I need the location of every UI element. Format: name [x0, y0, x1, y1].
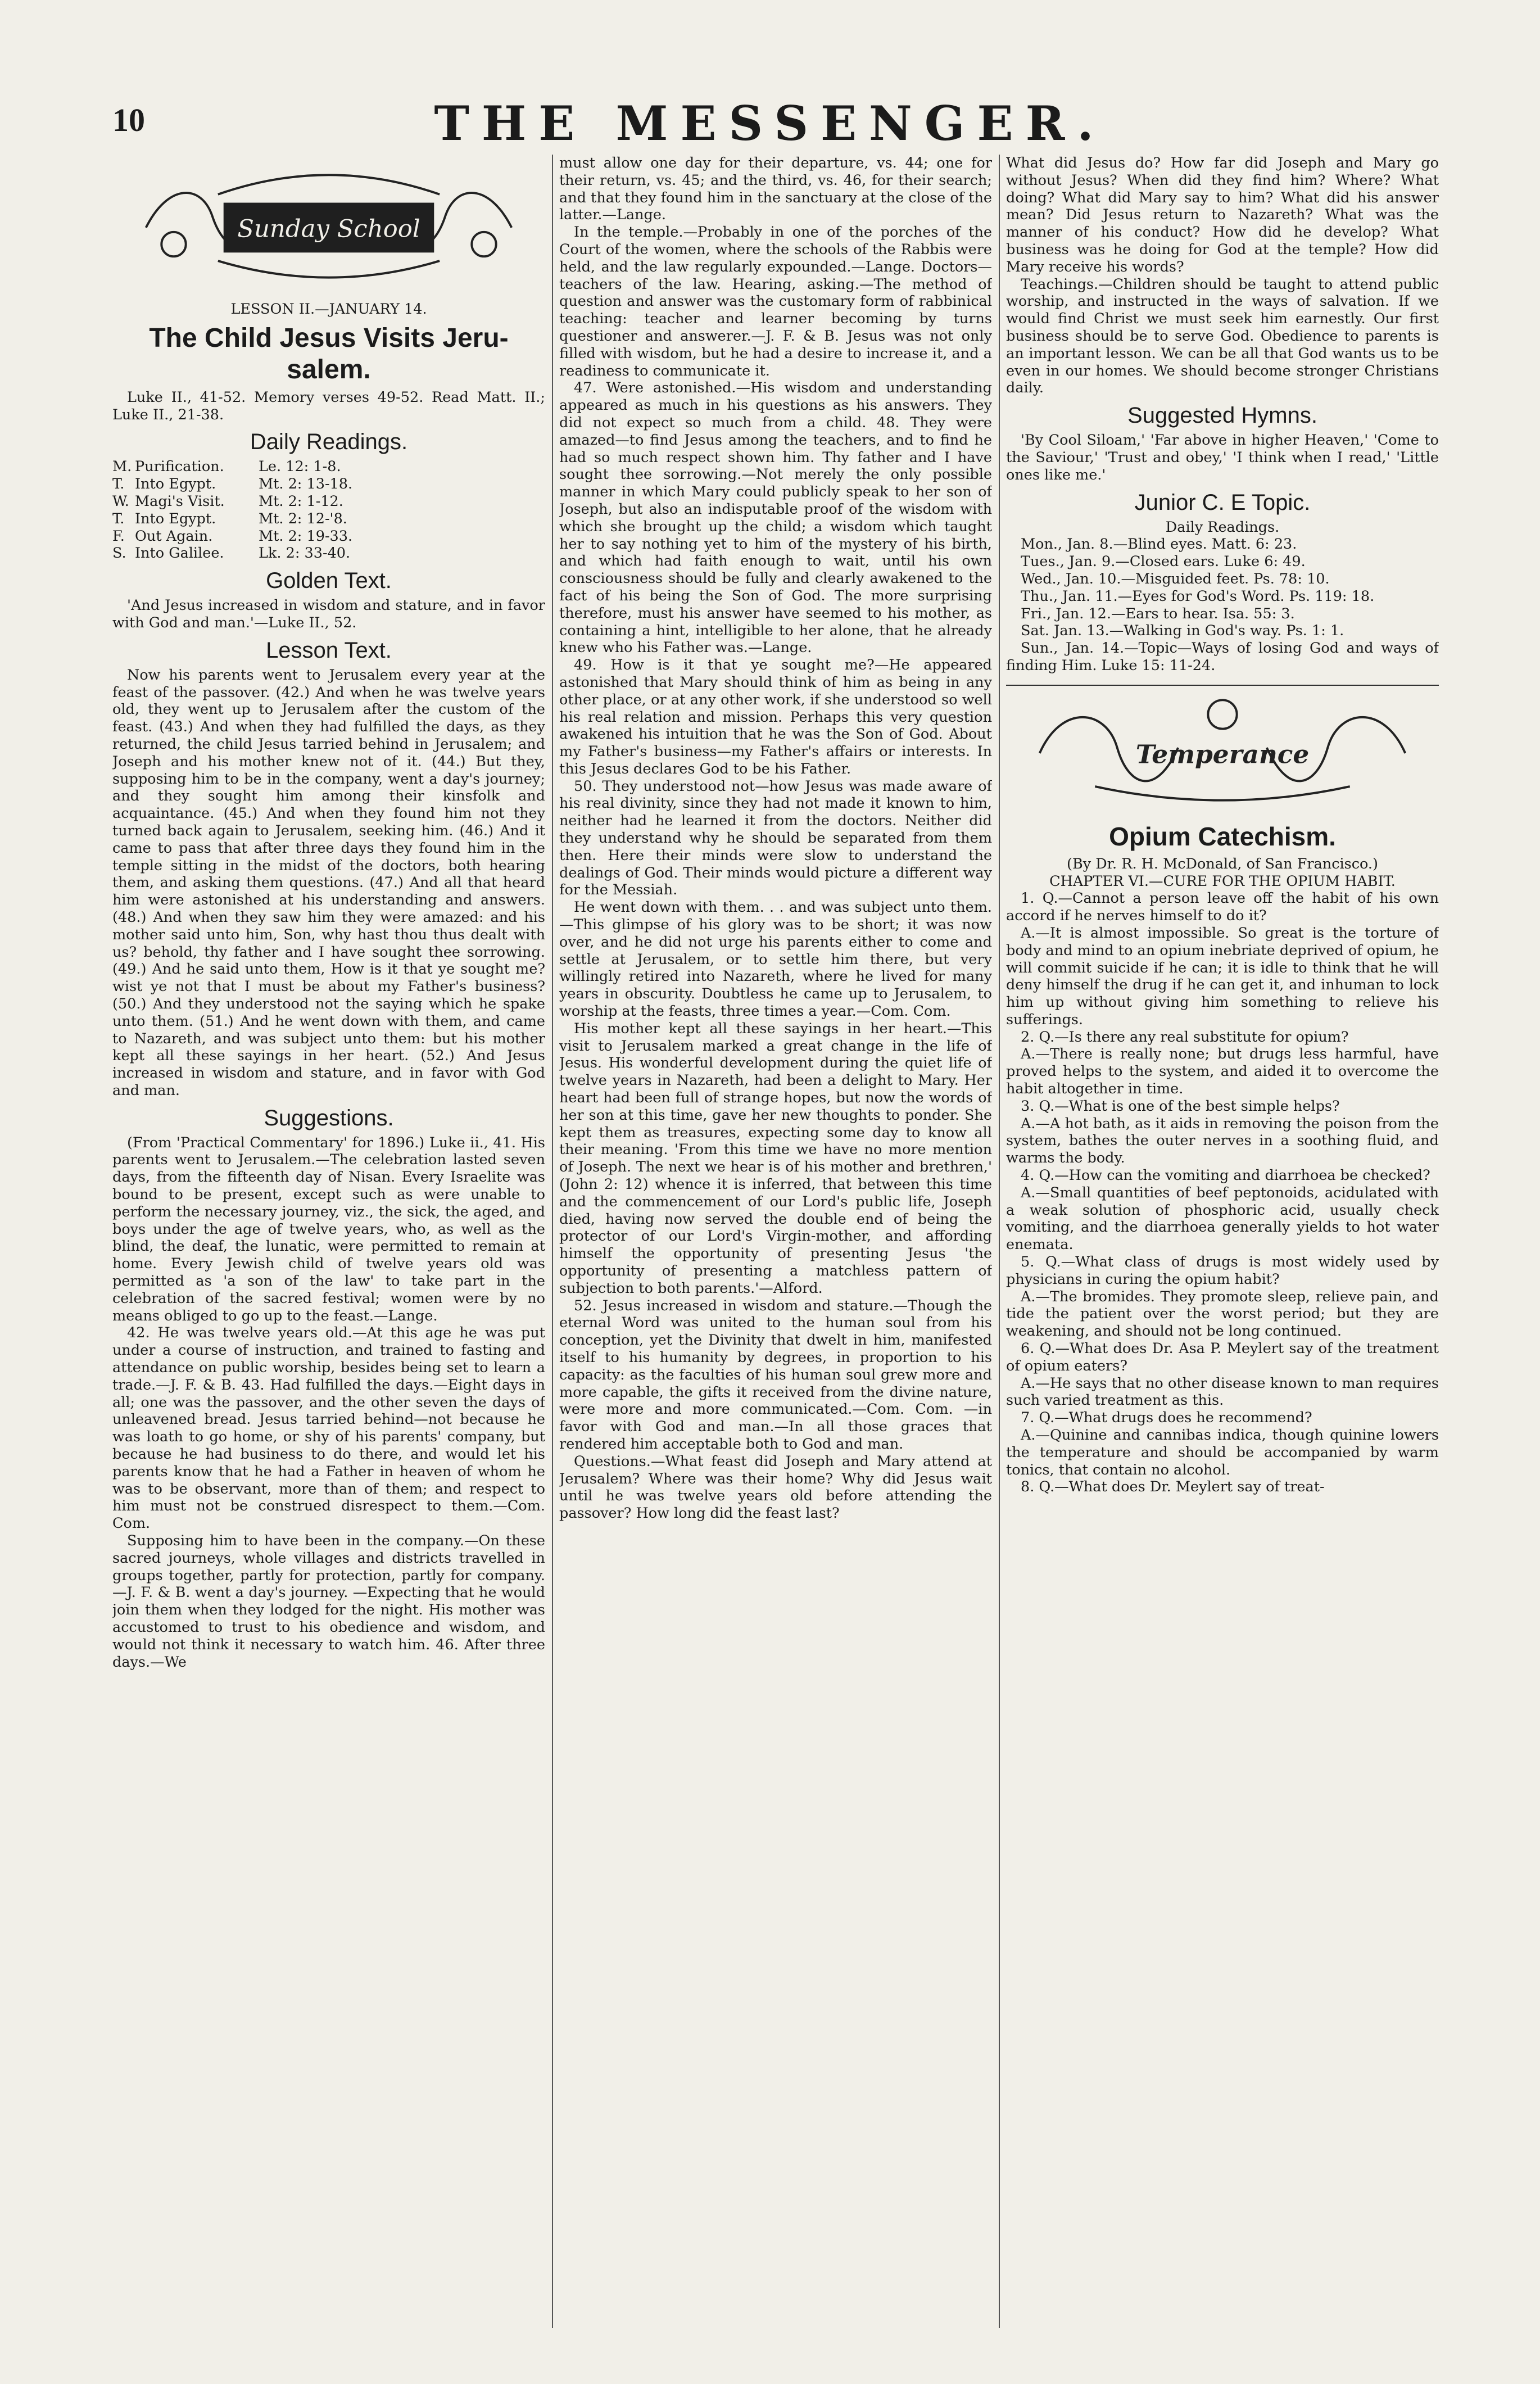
lesson-text: Now his parents went to Jerusalem every year at the feast of the passover. (42.) And when he was twelve years old, they went up to Jerusalem after the custom of the feast. (43.) And when they had fulfilled the days, as they returned, the child Jesus tarried behind in Jerusalem; and Joseph and his mother knew not of it. (44.) But they, supposing him to be in the company, went a day's journey; and they sought him among their kinsfolk and acquaintance. (45.) And when they found him not they turned back again to Jerusalem, seeking him. (46.) And it came to pass that after three days they found him in the temple sitting in the midst of the doctors, both hearing them, and asking them questions. (47.) And all that heard him were astonished at his understanding and answers. (48.) And when they saw him they were amazed: and his mother said unto him, Son, why hast thou thus dealt with us? behold, thy father and I have sought thee sorrowing. (49.) And he said unto them, How is it that ye sought me? wist ye not that I must be about my Father's business? (50.) And they understood not the saying which he spake unto them. (51.) And he went down with them, and came to Nazareth, and was subject unto them: but his mother kept all these sayings in her heart. (52.) And Jesus increased in wisdom and stature, and in favor with God and man.	[112, 666, 545, 1099]
commentary-paragraph: must allow one day for their departure, vs. 44; one for their return, vs. 45; and the third, vs. 46, for their search; and that they found him in the sanctuary at the close of the latter.—Lange.	[559, 155, 992, 224]
commentary-paragraph: 49. How is it that ye sought me?—He appeared astonished that Mary should think of him as being in any other place, or at any other work, if she understood so well his real relation and mission. Perhaps this very question awakened his intuition that he was the Son of God. About my Father's business—my Father's affairs or interests. In this Jesus declares God to be his Father.	[559, 657, 992, 777]
column-3	[1006, 155, 1439, 2333]
reading-row: S. Into Galilee. Lk. 2: 33-40.	[112, 545, 351, 562]
opium-heading: Opium Catechism.	[1109, 821, 1336, 851]
questions-paragraph: Questions.—What feast did Joseph and Mary attend at Jerusalem? Where was their home? Why did Jesus wait until he was twelve years old before attending the passover? How long did the feast last?	[559, 1453, 992, 1522]
questions-continued: What did Jesus do? How far did Joseph and Mary go without Jesus? When did they find him? Where? What doing? What did Mary say to him? What did his answer mean? Did Jesus return to Nazareth? What was the manner of his conduct? How did he develop? What business was he doing for God at the temple? How did Mary receive his words?	[1006, 155, 1439, 275]
ce-reading: Tues., Jan. 9.—Closed ears. Luke 6: 49.	[1021, 553, 1306, 571]
qa-item: A.—There is really none; but drugs less harmful, have proved helps to the system, and aided it to overcome the habit altogether in time.	[1006, 1046, 1439, 1098]
ce-reading: Wed., Jan. 10.—Misguided feet. Ps. 78: 10.	[1021, 570, 1330, 587]
qa-item: A.—Quinine and cannibas indica, though quinine lowers the temperature and should be accompanied by warm tonics, that contain no alcohol.	[1006, 1427, 1439, 1478]
suggested-hymns-heading: Suggested Hymns.	[1127, 403, 1317, 428]
commentary-paragraph: 47. Were astonished.—His wisdom and understanding appeared as much in his questions as his answers. They did not expect so much from a child. 48. They were amazed—to find Jesus among the teachers, and to find he had so much respect shown him. Thy father and I have sought thee sorrowing.—Not merely the only possible manner in which Mary could publicly speak to her son of Joseph, but also an indisputable proof of the wisdom with which she brought up the child; a wisdom which taught her to say nothing yet to him of the mystery of his birth, and which had faith enough to wait, until his own consciousness should be fully and clearly awakened to the fact of his being the Son of God. The more surprising therefore, must his answer have seemed to his mother, as containing a hint, intelligible to her alone, that he already knew who his Father was.—Lange.	[559, 379, 992, 657]
ornament-scroll-icon	[135, 160, 523, 289]
ce-reading: Fri., Jan. 12.—Ears to hear. Isa. 55: 3.	[1021, 605, 1295, 622]
qa-item: A.—A hot bath, as it aids in removing the poison from the system, bathes the outer nerves in a soothing fluid, and warms the body.	[1006, 1115, 1439, 1167]
qa-item: 4. Q.—How can the vomiting and diarrhoea be checked?	[1021, 1167, 1430, 1184]
qa-item: 6. Q.—What does Dr. Asa P. Meylert say of the treatment of opium eaters?	[1006, 1340, 1439, 1374]
chapter-heading: CHAPTER VI.—CURE FOR THE OPIUM HABIT.	[1049, 872, 1396, 890]
commentary-paragraph: 50. They understood not—how Jesus was made aware of his real divinity, since they had not made it known to him, neither had he learned it from the doctors. Neither did they understand why he should be separated from them then. Here their minds were slow to understand the dealings of God. Their minds would picture a different way for the Messiah.	[559, 777, 992, 899]
qa-item: 8. Q.—What does Dr. Meylert say of treat-	[1021, 1478, 1325, 1496]
ce-reading: Thu., Jan. 11.—Eyes for God's Word. Ps. 119: 18.	[1021, 587, 1375, 605]
suggested-hymns: 'By Cool Siloam,' 'Far above in higher Heaven,' 'Come to the Saviour,' 'Trust and obey,' 'I think when I read,' 'Little ones like me.'	[1006, 432, 1439, 483]
ornament-scroll-icon	[1029, 691, 1416, 809]
temperance-ornament	[1029, 691, 1416, 809]
golden-text-heading: Golden Text.	[266, 568, 392, 594]
ce-reading: Mon., Jan. 8.—Blind eyes. Matt. 6: 23.	[1021, 536, 1297, 553]
column-rule	[552, 155, 553, 2328]
suggestion-paragraph: Supposing him to have been in the company.—On these sacred journeys, whole villages and districts travelled in groups together, partly for protection, partly for company.—J. F. & B. went a day's journey. —Expecting that he would join them when they lodged for the night. His mother was accustomed to trust to his obedience and wisdom, and would not think it necessary to watch him. 46. After three days.—We	[112, 1532, 545, 1671]
lesson-text-heading: Lesson Text.	[266, 637, 392, 663]
qa-item: 7. Q.—What drugs does he recommend?	[1021, 1409, 1312, 1427]
teachings: Teachings.—Children should be taught to attend public worship, and instructed in the ways of salvation. If we would find Christ we must seek him earnestly. Our first business should be to serve God. Obedience to parents is an important lesson. We can be all that God wants us to be even in our homes. We should become stronger Christians daily.	[1006, 275, 1439, 397]
daily-readings-heading: Daily Readings.	[250, 429, 408, 455]
commentary-paragraph: His mother kept all these sayings in her heart.—This visit to Jerusalem marked a great change in the life of Jesus. His wonderful development during the quiet life of twelve years in Nazareth, had been a delight to Mary. Her heart had been full of strange hopes, but now the words of her son at this time, gave her new thoughts to ponder. She kept them as treasures, expecting some day to know all their meaning. 'From this time we have no more mention of Joseph. The next we hear is of his mother and brethren,' (John 2: 12) whence it is inferred, that between this time and the commencement of our Lord's public life, Joseph died, having now served the double end of being the protector of our Lord's Virgin-mother, and affording himself the opportunity of presenting Jesus 'the opportunity of presenting a matchless pattern of subjection to both parents.'—Alford.	[559, 1020, 992, 1297]
sunday-school-ornament	[135, 160, 523, 289]
ornament-label: Sunday School	[237, 215, 420, 243]
column-1	[112, 155, 545, 2333]
qa-item: 2. Q.—Is there any real substitute for opium?	[1021, 1028, 1349, 1046]
ce-daily-readings-heading: Daily Readings.	[1165, 518, 1280, 536]
suggestion-paragraph: 42. He was twelve years old.—At this age he was put under a course of instruction, and trained to fasting and attendance on public worship, besides being set to learn a trade.—J. F. & B. 43. Had fulfilled the days.—Eight days in all; one was the passover, and the other seven the days of unleavened bread. Jesus tarried behind—not because he was loath to go home, or shy of his parents' company, but because he had business to do there, and would let his parents know that he had a Father in heaven of whom he was to be observant, more than of them; and respect to him must not be construed disrespect to them.—Com. Com.	[112, 1324, 545, 1532]
qa-item: 3. Q.—What is one of the best simple helps?	[1021, 1097, 1340, 1115]
reading-row: T. Into Egypt. Mt. 2: 13-18.	[112, 476, 353, 493]
commentary-paragraph: In the temple.—Probably in one of the porches of the Court of the women, where the schools of the Rabbis were held, and the law regularly expounded.—Lange. Doctors—teachers of the law. Hearing, asking.—The method of question and answer was the customary form of rabbinical teaching: teacher and learner becoming by turns questioner and answerer.—J. F. & B. Jesus was not only filled with wisdom, but he had a desire to increase it, and a readiness to communicate it.	[559, 224, 992, 379]
ce-reading: Sun., Jan. 14.—Topic—Ways of losing God and ways of finding Him. Luke 15: 11-24.	[1006, 640, 1439, 674]
reading-row: M. Purification. Le. 12: 1-8.	[112, 458, 341, 476]
commentary-paragraph: He went down with them. . . and was subject unto them.—This glimpse of his glory was to be short; it was now over, and he did not urge his parents either to come and settle at Jerusalem, or to settle him there, but very willingly retired into Nazareth, where he lived for many years in obscurity. Doubtless he came up to Jerusalem, to worship at the feasts, three times a year.—Com. Com.	[559, 899, 992, 1020]
qa-item: A.—He says that no other disease known to man requires such varied treatment as this.	[1006, 1374, 1439, 1409]
daily-readings-list	[112, 458, 545, 562]
reading-row: T. Into Egypt. Mt. 2: 12-'8.	[112, 510, 347, 527]
junior-ce-heading: Junior C. E Topic.	[1134, 490, 1311, 515]
masthead	[112, 96, 1428, 157]
qa-item: A.—Small quantities of beef peptonoids, acidulated with a weak solution of phosphoric acid, usually check vomiting, and the diarrhoea generally yields to hot water enemata.	[1006, 1184, 1439, 1254]
opium-byline: (By Dr. R. H. McDonald, of San Francisco.)	[1067, 855, 1378, 872]
qa-item: 5. Q.—What class of drugs is most widely used by physicians in curing the opium habit?	[1006, 1254, 1439, 1288]
column-rule	[999, 155, 1000, 2328]
section-divider	[1006, 685, 1439, 686]
ornament-label: Temperance	[1135, 739, 1310, 770]
reading-row: F. Out Again. Mt. 2: 19-33.	[112, 527, 353, 545]
suggestions-heading: Suggestions.	[264, 1105, 394, 1130]
paper-title: THE MESSENGER.	[434, 96, 1106, 151]
column-2	[559, 155, 992, 2333]
ce-reading: Sat. Jan. 13.—Walking in God's way. Ps. 1: 1.	[1021, 622, 1344, 640]
suggestion-paragraph: (From 'Practical Commentary' for 1896.) Luke ii., 41. His parents went to Jerusalem.—The celebration lasted seven days, from the fifteenth day of Nisan. Every Israelite was bound to be present, except such as were unable to perform the necessary journey, viz., the sick, the aged, and boys under the age of twelve years, who, as well as the blind, the deaf, the lunatic, were permitted to remain at home. Every Jewish child of twelve years old was permitted as 'a son of the law' to take part in the celebration of the sacred festival; women were by no means obliged to go up to the feast.—Lange.	[112, 1134, 545, 1324]
golden-text: 'And Jesus increased in wisdom and stature, and in favor with God and man.'—Luke II., 52.	[112, 597, 545, 631]
qa-item: A.—It is almost impossible. So great is the torture of body and mind to an opium inebriate deprived of opium, he will commit suicide if he can; it is idle to think that he will deny himself the drug if he can get it, and inhuman to lock him up without giving him something to relieve his sufferings.	[1006, 924, 1439, 1028]
lesson-refs: Luke II., 41-52. Memory verses 49-52. Read Matt. II.; Luke II., 21-38.	[112, 388, 545, 423]
lesson-title: The Child Jesus Visits Jeru- salem.	[149, 323, 509, 384]
reading-row: W. Magi's Visit. Mt. 2: 1-12.	[112, 492, 343, 510]
commentary-paragraph: 52. Jesus increased in wisdom and stature.—Though the eternal Word was united to the human soul from his conception, yet the Divinity that dwelt in him, manifested itself to his humanity by degrees, in proportion to his capacity: as the faculties of his human soul grew more and more capable, the gifts it received from the divine nature, were more and more communicated.—Com. Com. —in favor with God and man.—In all those graces that rendered him acceptable both to God and man.	[559, 1297, 992, 1453]
qa-item: 1. Q.—Cannot a person leave off the habit of his own accord if he nerves himself to do it?	[1006, 890, 1439, 925]
lesson-date: LESSON II.—JANUARY 14.	[230, 301, 427, 318]
qa-item: A.—The bromides. They promote sleep, relieve pain, and tide the patient over the worst period; but they are weakening, and should not be long continued.	[1006, 1288, 1439, 1340]
page-number: 10	[112, 102, 145, 138]
